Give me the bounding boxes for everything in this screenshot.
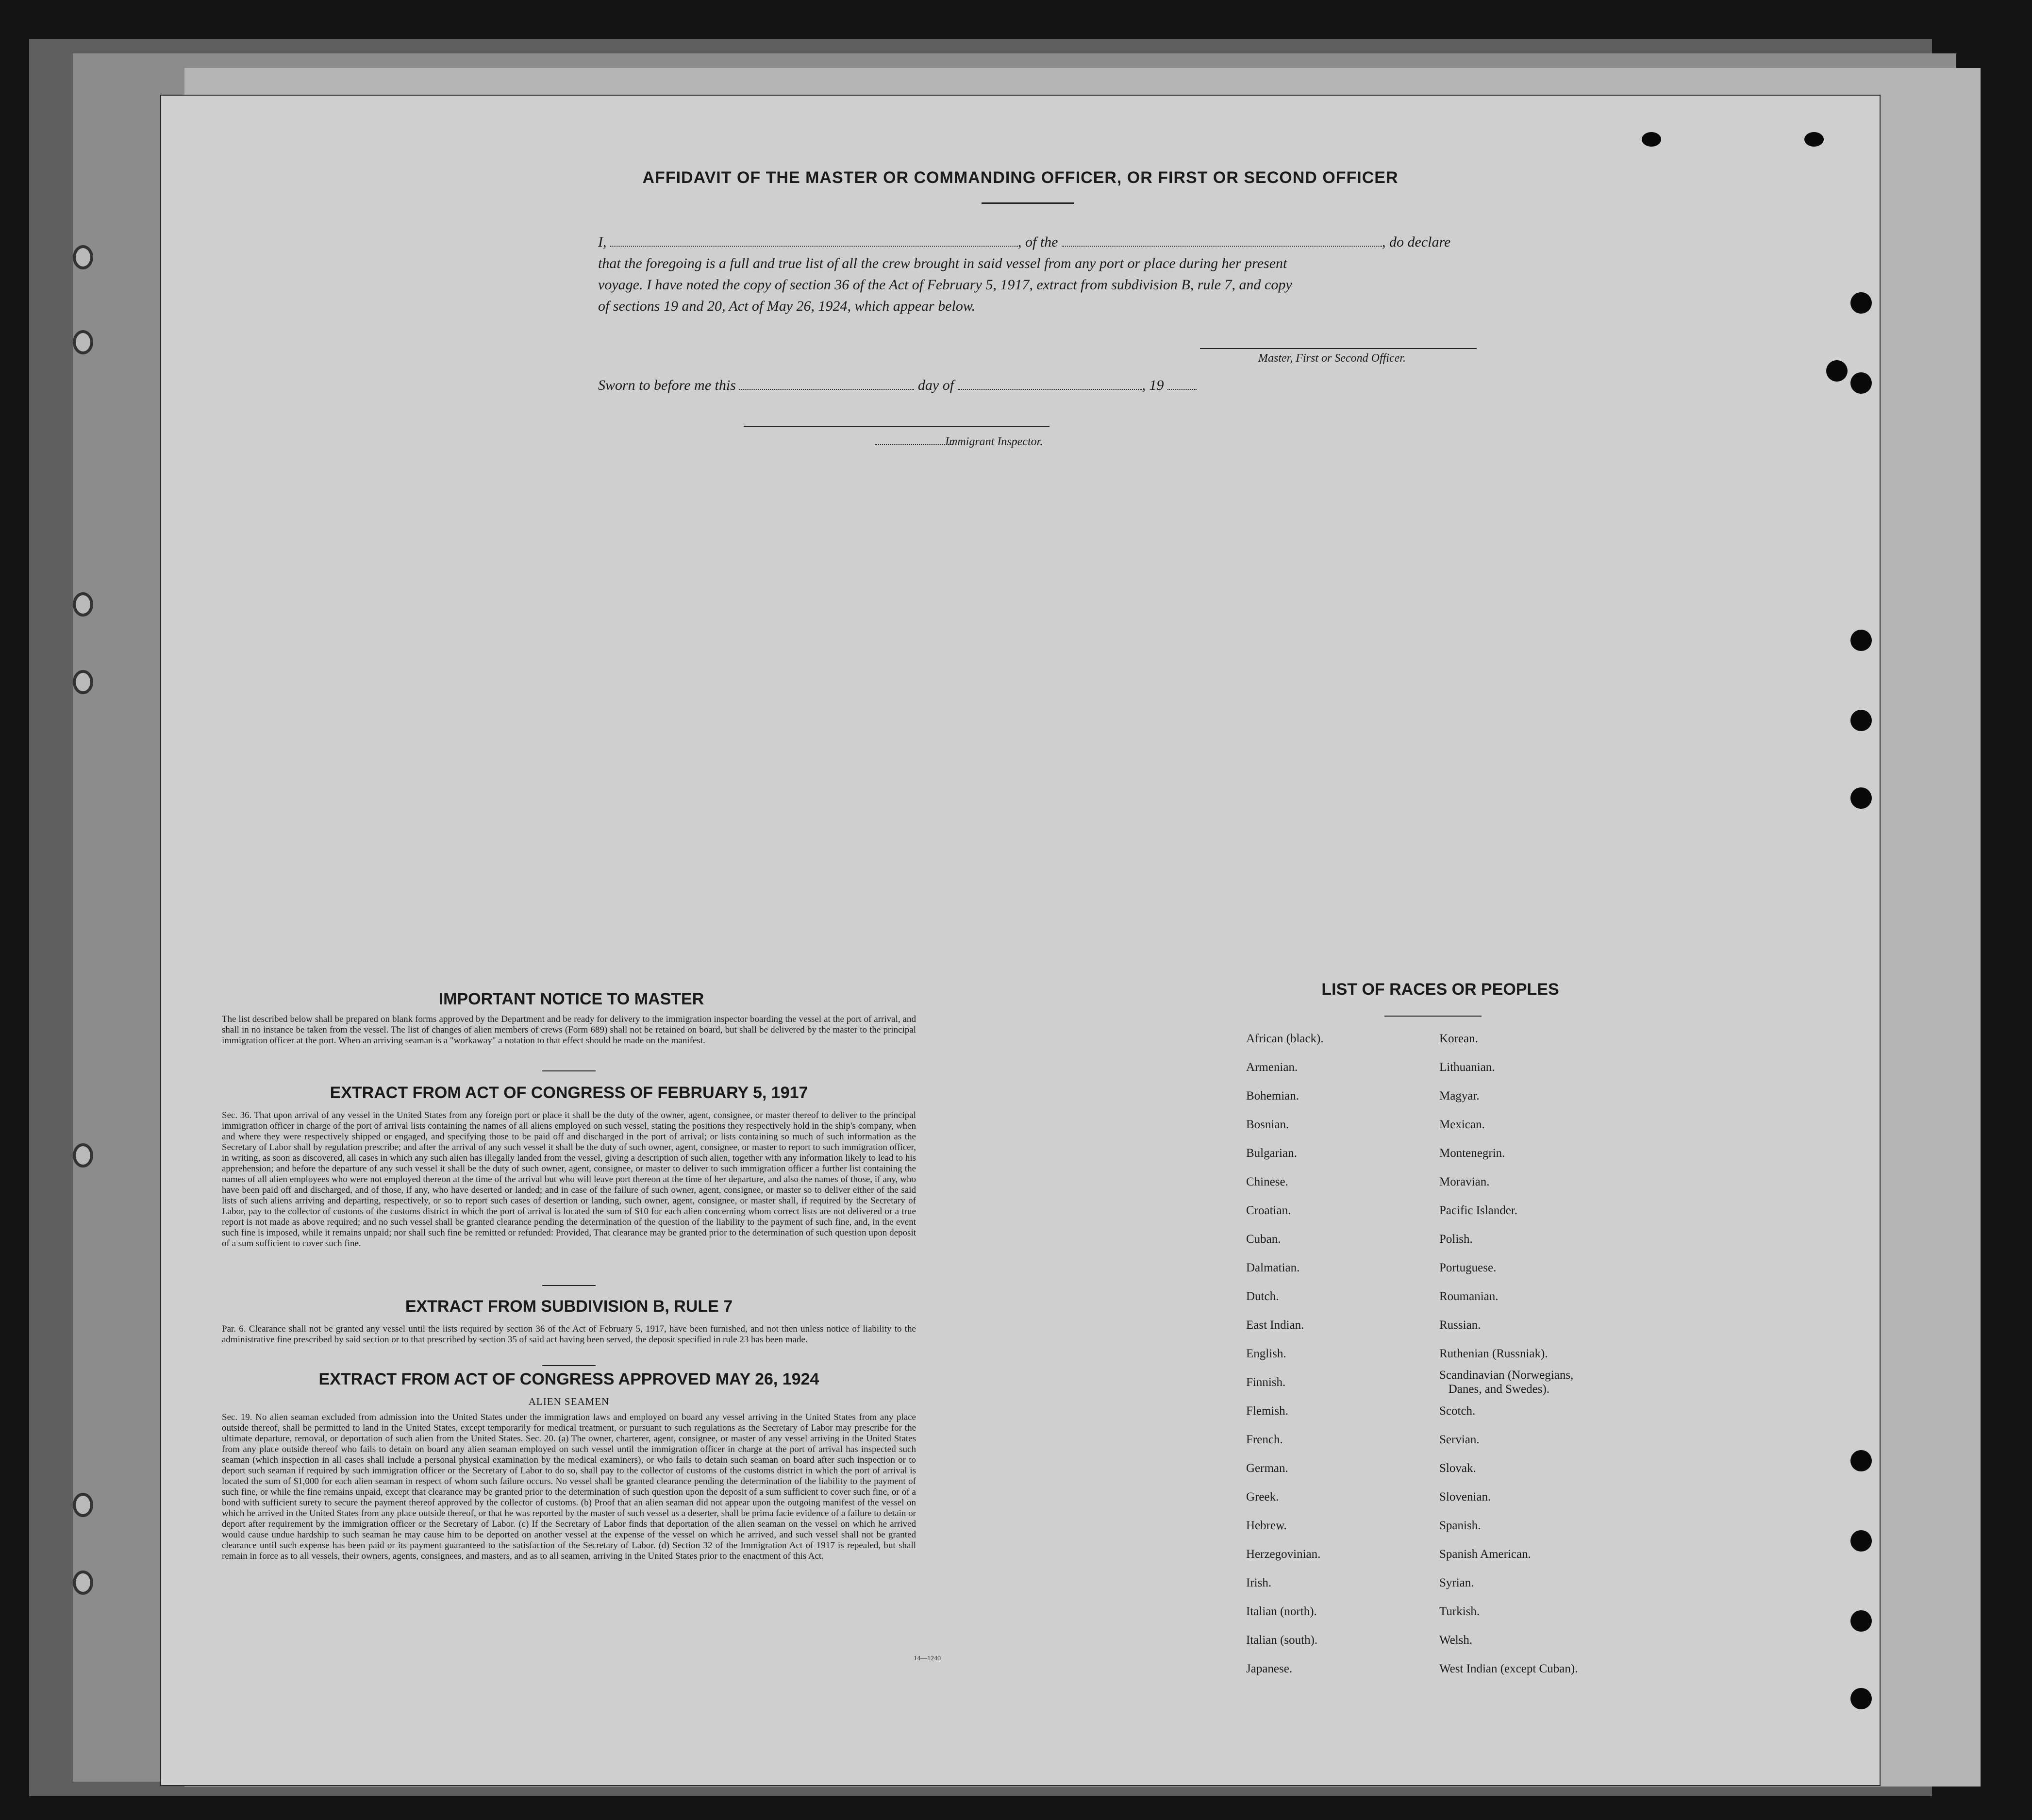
binding-hole (73, 245, 93, 269)
race-item: German. (1246, 1462, 1288, 1475)
punch-hole (1850, 372, 1872, 394)
binding-hole (73, 592, 93, 617)
sworn-day-field[interactable] (739, 389, 914, 390)
binding-hole (73, 670, 93, 694)
rule7-body: Par. 6. Clearance shall not be granted any vessel until the lists required by section 36 of the Act of February 5, 1917, have been furnished, and not then unless notice of liability to the administrative fine prescribed by said section or to that prescribed by section 35 of said act having been served, the deposit specified in rule 23 has been made. (222, 1324, 916, 1345)
sworn-year-field[interactable] (1167, 389, 1197, 390)
race-item: Finnish. (1246, 1376, 1286, 1389)
sworn-line (598, 377, 1197, 394)
race-item: Ruthenian (Russniak). (1439, 1347, 1548, 1360)
of-the-label: , of the (1018, 234, 1058, 250)
race-item: Scotch. (1439, 1404, 1476, 1418)
race-item: Roumanian. (1439, 1290, 1499, 1303)
rule7-title: EXTRACT FROM SUBDIVISION B, RULE 7 (405, 1297, 733, 1316)
section-divider (542, 1285, 596, 1286)
punch-hole (1850, 1450, 1872, 1471)
race-item: English. (1246, 1347, 1286, 1360)
race-item: Russian. (1439, 1319, 1481, 1332)
affidavit-body (598, 232, 1520, 317)
sworn-label: Sworn to before me this (598, 377, 736, 393)
punch-hole (1850, 710, 1872, 731)
inspector-dots (875, 444, 952, 445)
punch-hole (1850, 787, 1872, 809)
race-item: Portuguese. (1439, 1261, 1497, 1274)
signature-line[interactable] (1200, 348, 1477, 349)
race-item: Italian (north). (1246, 1605, 1317, 1618)
race-item: Greek. (1246, 1490, 1279, 1503)
alien-seamen-subtitle: ALIEN SEAMEN (528, 1396, 610, 1407)
race-item: Dalmatian. (1246, 1261, 1300, 1274)
tear-mark (1642, 132, 1661, 147)
races-left-column (1246, 1024, 1324, 1683)
race-item: Korean. (1439, 1032, 1478, 1045)
inspector-label: Immigrant Inspector. (945, 435, 1043, 448)
race-item: Armenian. (1246, 1061, 1298, 1074)
section-divider (542, 1365, 596, 1366)
binding-hole (73, 1570, 93, 1595)
vessel-name-field[interactable] (1062, 246, 1382, 247)
extract-1924-title: EXTRACT FROM ACT OF CONGRESS APPROVED MAY 26, 1924 (318, 1370, 819, 1388)
affidavit-i-label: I, (598, 234, 607, 250)
race-item: Slovak. (1439, 1462, 1476, 1475)
extract-1924-body: Sec. 19. No alien seaman excluded from admission into the United States under the immigration laws and employed on board any vessel arriving in the United States from any place outside thereof, shall be permitted to land in the United States, except temporarily for medical treatment, or pursuant to such regulations as the Secretary of Labor may prescribe for the ultimate departure, removal, or deportation of such alien from the United States. Sec. 20. (a) The owner, charterer, agent, consignee, or master of any vessel arriving in the United States from any place outside thereof who fails to detain on board any alien seaman employed on such vessel until the immigration officer in charge at the port of arrival has inspected such seaman (which inspection in all cases shall include a personal physical examination by the medical examiners), or who fails to detain such seaman on board after such inspection or to deport such seaman if required by such immigration officer or the Secretary of Labor to do so, shall pay to the collector of customs of the customs district in which the port of arrival is located the sum of $1,000 for each alien seaman in respect of whom such failure occurs. No vessel shall be granted clearance pending the determination of the liability to the payment of such fine, or while the fine remains unpaid, except that clearance may be granted prior to the determination of such question upon the deposit of a sum sufficient to cover such fine, or of a bond with sufficient surety to secure the payment thereof approved by the collector of customs. (b) Proof that an alien seaman did not appear upon the outgoing manifest of the vessel on which he arrived in the United States from any place outside thereof, or that he was reported by the master of such vessel as a deserter, shall be prima facie evidence of a failure to detain or deport after requirement by the immigration officer or the Secretary of Labor. (c) If the Secretary of Labor finds that deportation of the alien seaman on the vessel on which he arrived would cause undue hardship to such seaman he may cause him to be deported on another vessel at the expense of the vessel on which he arrived, and such vessel shall not be granted clearance until such expense has been paid or its payment guaranteed to the satisfaction of the Secretary of Labor. (d) Section 32 of the Immigration Act of 1917 is repealed, but shall remain in force as to all vessels, their owners, agents, consignees, and masters, and as to all seamen, arriving in the United States prior to the enactment of this Act. (222, 1412, 916, 1561)
affidavit-line-3: voyage. I have noted the copy of section 36 of the Act of February 5, 1917, extract from subdivision B, rule 7, and copy (598, 277, 1292, 293)
affidavit-line-4: of sections 19 and 20, Act of May 26, 1924, which appear below. (598, 298, 976, 314)
binding-hole (73, 330, 93, 354)
races-right-column (1439, 1024, 1578, 1683)
punch-hole (1850, 630, 1872, 651)
do-declare-label: , do declare (1382, 234, 1451, 250)
race-item: Montenegrin. (1439, 1147, 1505, 1160)
section-divider (542, 1070, 596, 1071)
sworn-month-field[interactable] (958, 389, 1142, 390)
extract-1917-title: EXTRACT FROM ACT OF CONGRESS OF FEBRUARY 5, 1917 (330, 1084, 808, 1102)
race-item: Japanese. (1246, 1662, 1293, 1675)
race-item: Mexican. (1439, 1118, 1485, 1131)
affidavit-line-2: that the foregoing is a full and true list of all the crew brought in said vessel from any port or place during her present (598, 255, 1287, 271)
punch-hole (1850, 1530, 1872, 1552)
punch-hole (1850, 292, 1872, 314)
title-underline (982, 202, 1074, 204)
race-item: East Indian. (1246, 1319, 1304, 1332)
punch-hole (1850, 1688, 1872, 1709)
day-of-label: day of (917, 377, 954, 393)
tear-mark (1804, 132, 1824, 147)
year-label: , 19 (1142, 377, 1164, 393)
binding-hole (73, 1143, 93, 1168)
form-number: 14—1240 (914, 1655, 941, 1662)
race-item: Magyar. (1439, 1089, 1480, 1102)
race-item: Bohemian. (1246, 1089, 1299, 1102)
affidavit-title: AFFIDAVIT OF THE MASTER OR COMMANDING OFFICER, OR FIRST OR SECOND OFFICER (642, 168, 1399, 187)
extract-1917-body: Sec. 36. That upon arrival of any vessel in the United States from any foreign port or place it shall be the duty of the owner, agent, consignee, or master thereof to deliver to the principal immigration officer in charge of the port of arrival lists containing the names of all aliens employed on such vessel, stating the positions they respectively hold in the ship's company, when and where they were respectively shipped or engaged, and specifying those to be paid off and discharged in the port of arrival; or lists containing so much of such information as the Secretary of Labor shall by regulation prescribe; and after the arrival of any such vessel it shall be the duty of such owner, agent, consignee, or master to report to such immigration officer, in writing, as soon as discovered, all cases in which any such alien has illegally landed from the vessel, giving a description of such alien, together with any information likely to lead to his apprehension; and before the departure of any such vessel it shall be the duty of such owner, agent, consignee, or master to deliver to such immigration officer a further list containing the names of all alien employees who were not employed thereon at the time of the arrival but who will leave port thereon at the time of her departure, and also the names of those, if any, who have been paid off and discharged, and of those, if any, who have deserted or landed; and in case of the failure of such owner, agent, consignee, or master so to deliver either of the said lists of such aliens arriving and departing, respectively, or so to report such cases of desertion or landing, such owner, agent, consignee, or master shall, if required by the Secretary of Labor, pay to the collector of customs of the customs district in which the port of arrival is located the sum of $10 for each alien concerning whom correct lists are not delivered or a true report is not made as above required; and no such vessel shall be granted clearance pending the determination of the question of the liability to the payment of such fine, and, in the event such fine is imposed, while it remains unpaid; nor shall such fine be remitted or refunded: Provided, That clearance may be granted prior to the determination of such question upon deposit of a sum sufficient to cover such fine. (222, 1110, 916, 1249)
punch-hole (1850, 1610, 1872, 1632)
race-item: Dutch. (1246, 1290, 1279, 1303)
race-item: Welsh. (1439, 1634, 1473, 1647)
crew-list-page (160, 95, 1881, 1786)
notice-title: IMPORTANT NOTICE TO MASTER (438, 990, 704, 1008)
race-item: Irish. (1246, 1576, 1272, 1589)
race-item: Moravian. (1439, 1175, 1490, 1188)
race-item: West Indian (except Cuban). (1439, 1662, 1578, 1675)
race-item: Spanish. (1439, 1519, 1481, 1532)
race-item: French. (1246, 1433, 1283, 1446)
race-item: Cuban. (1246, 1233, 1281, 1246)
races-underline (1384, 1016, 1482, 1017)
race-item: Turkish. (1439, 1605, 1480, 1618)
race-item: Bulgarian. (1246, 1147, 1297, 1160)
race-item: Hebrew. (1246, 1519, 1287, 1532)
race-item: Flemish. (1246, 1404, 1288, 1418)
race-item: Pacific Islander. (1439, 1204, 1518, 1217)
race-item: Scandinavian (Norwegians, Danes, and Swedes). (1439, 1369, 1574, 1396)
race-item: Chinese. (1246, 1175, 1288, 1188)
race-item: African (black). (1246, 1032, 1324, 1045)
binding-hole (73, 1493, 93, 1517)
master-name-field[interactable] (610, 246, 1018, 247)
race-item: Polish. (1439, 1233, 1473, 1246)
race-item: Italian (south). (1246, 1634, 1318, 1647)
race-item: Servian. (1439, 1433, 1480, 1446)
race-item: Croatian. (1246, 1204, 1291, 1217)
inspector-signature-line[interactable] (744, 426, 1049, 427)
race-item: Slovenian. (1439, 1490, 1491, 1503)
signature-label: Master, First or Second Officer. (1258, 352, 1406, 365)
race-item: Spanish American. (1439, 1548, 1531, 1561)
race-item: Bosnian. (1246, 1118, 1289, 1131)
notice-body: The list described below shall be prepared on blank forms approved by the Department and be ready for delivery to the immigration inspector boarding the vessel at the port of arrival, and shall in no instance be taken from the vessel. The list of changes of alien members of crews (Form 689) shall not be retained on board, but shall be delivered by the master to the principal immigration officer at the port. When an arriving seaman is a "workaway" a notation to that effect should be made on the manifest. (222, 1014, 916, 1046)
race-item: Herzegovinian. (1246, 1548, 1321, 1561)
race-item: Lithuanian. (1439, 1061, 1495, 1074)
races-title: LIST OF RACES OR PEOPLES (1321, 980, 1559, 999)
punch-hole (1826, 360, 1848, 382)
race-item: Syrian. (1439, 1576, 1474, 1589)
